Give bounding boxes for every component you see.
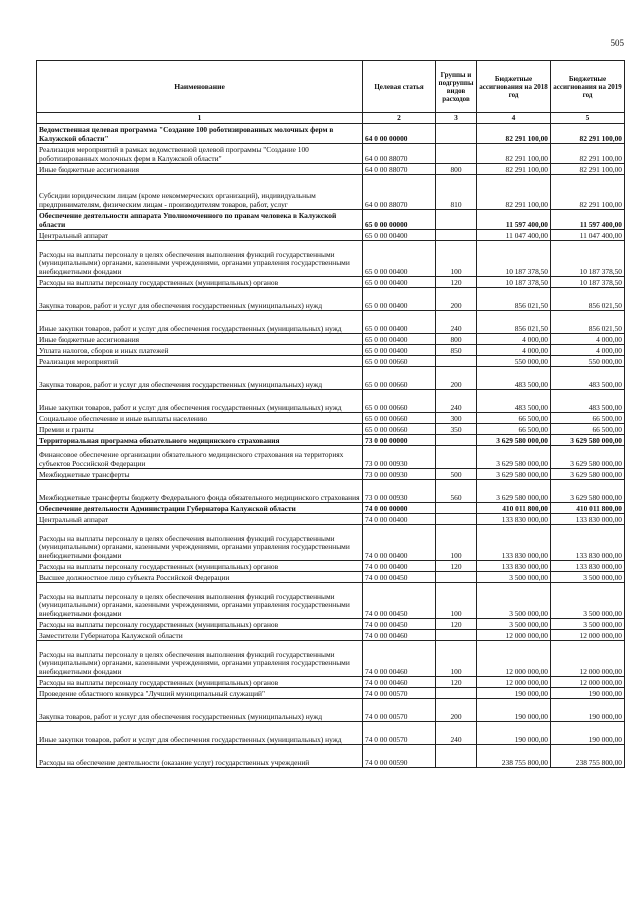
row-expense-group: 350 <box>436 424 477 435</box>
table-row <box>37 124 625 144</box>
row-target-code: 65 0 00 00400 <box>363 345 436 356</box>
column-number: 5 <box>551 113 625 124</box>
row-amount-2019: 133 830 000,00 <box>551 561 625 572</box>
table-row <box>37 424 625 435</box>
table-row <box>37 175 625 210</box>
row-amount-2019: 12 000 000,00 <box>551 630 625 641</box>
row-amount-2019: 190 000,00 <box>551 722 625 745</box>
table-row <box>37 288 625 311</box>
table-row <box>37 277 625 288</box>
row-name: Проведение областного конкурса "Лучший муниципальный служащий" <box>37 688 363 699</box>
header-groups: Группы и подгруппы видов расходов <box>436 61 477 113</box>
row-amount-2019: 856 021,50 <box>551 311 625 334</box>
table-row <box>37 469 625 480</box>
row-amount-2019: 483 500,00 <box>551 367 625 390</box>
table-row <box>37 367 625 390</box>
row-target-code: 73 0 00 00930 <box>363 469 436 480</box>
row-name: Закупка товаров, работ и услуг для обеспечения государственных (муниципальных) нужд <box>37 367 363 390</box>
row-target-code: 65 0 00 00660 <box>363 390 436 413</box>
row-expense-group: 240 <box>436 311 477 334</box>
row-amount-2019: 133 830 000,00 <box>551 525 625 561</box>
row-target-code: 65 0 00 00660 <box>363 413 436 424</box>
row-amount-2019: 3 629 580 000,00 <box>551 435 625 446</box>
row-amount-2018: 66 500,00 <box>477 424 551 435</box>
row-amount-2018: 82 291 100,00 <box>477 124 551 144</box>
row-target-code: 74 0 00 00460 <box>363 677 436 688</box>
row-target-code: 65 0 00 00660 <box>363 367 436 390</box>
row-target-code: 65 0 00 00660 <box>363 356 436 367</box>
row-target-code: 74 0 00 00460 <box>363 641 436 677</box>
table-row <box>37 356 625 367</box>
table-row <box>37 630 625 641</box>
row-expense-group <box>436 210 477 230</box>
header-target: Целевая статья <box>363 61 436 113</box>
table-row <box>37 503 625 514</box>
column-number: 3 <box>436 113 477 124</box>
row-expense-group: 500 <box>436 469 477 480</box>
table-header-row <box>37 61 625 113</box>
row-expense-group: 100 <box>436 525 477 561</box>
row-expense-group: 120 <box>436 619 477 630</box>
row-amount-2019: 82 291 100,00 <box>551 164 625 175</box>
row-amount-2018: 3 629 580 000,00 <box>477 435 551 446</box>
table-row <box>37 210 625 230</box>
row-expense-group: 200 <box>436 699 477 722</box>
row-expense-group: 800 <box>436 164 477 175</box>
table-row <box>37 583 625 619</box>
row-expense-group: 200 <box>436 288 477 311</box>
row-amount-2018: 11 597 400,00 <box>477 210 551 230</box>
row-amount-2019: 550 000,00 <box>551 356 625 367</box>
row-target-code: 74 0 00 00570 <box>363 722 436 745</box>
row-name: Реализация мероприятий в рамках ведомственной целевой программы "Создание 100 роботизированных молочных ферм в Калужской области" <box>37 144 363 164</box>
table-row <box>37 619 625 630</box>
row-target-code: 65 0 00 00000 <box>363 210 436 230</box>
row-target-code: 64 0 00 88070 <box>363 164 436 175</box>
table-row <box>37 446 625 469</box>
row-name: Иные закупки товаров, работ и услуг для обеспечения государственных (муниципальных) нужд <box>37 390 363 413</box>
budget-table <box>36 60 625 768</box>
row-name: Расходы на выплаты персоналу государственных (муниципальных) органов <box>37 561 363 572</box>
table-row <box>37 677 625 688</box>
row-expense-group <box>436 572 477 583</box>
table-row <box>37 390 625 413</box>
row-amount-2019: 3 629 580 000,00 <box>551 480 625 503</box>
row-name: Расходы на выплаты персоналу в целях обеспечения выполнения функций государственными (муниципальными) органами, казенными учреждениями, органами управления государственными внебюджетными фондами <box>37 525 363 561</box>
row-amount-2018: 133 830 000,00 <box>477 514 551 525</box>
row-target-code: 74 0 00 00570 <box>363 699 436 722</box>
table-row <box>37 230 625 241</box>
row-amount-2018: 483 500,00 <box>477 390 551 413</box>
row-amount-2019: 483 500,00 <box>551 390 625 413</box>
row-amount-2019: 12 000 000,00 <box>551 677 625 688</box>
row-amount-2019: 3 500 000,00 <box>551 572 625 583</box>
row-amount-2018: 12 000 000,00 <box>477 677 551 688</box>
row-expense-group: 120 <box>436 277 477 288</box>
row-name: Иные бюджетные ассигнования <box>37 334 363 345</box>
row-expense-group: 800 <box>436 334 477 345</box>
row-name: Иные бюджетные ассигнования <box>37 164 363 175</box>
row-name: Расходы на выплаты персоналу государственных (муниципальных) органов <box>37 277 363 288</box>
row-target-code: 65 0 00 00400 <box>363 230 436 241</box>
table-row <box>37 480 625 503</box>
row-amount-2018: 10 187 378,50 <box>477 241 551 277</box>
table-row <box>37 241 625 277</box>
row-expense-group: 810 <box>436 175 477 210</box>
header-name: Наименование <box>37 61 363 113</box>
row-expense-group: 240 <box>436 390 477 413</box>
header-budget-2018: Бюджетные ассигнования на 2018 год <box>477 61 551 113</box>
row-amount-2018: 10 187 378,50 <box>477 277 551 288</box>
row-target-code: 73 0 00 00930 <box>363 480 436 503</box>
row-expense-group <box>436 144 477 164</box>
table-row <box>37 688 625 699</box>
row-expense-group: 100 <box>436 583 477 619</box>
row-name: Центральный аппарат <box>37 514 363 525</box>
row-name: Финансовое обеспечение организации обязательного медицинского страхования на территориях субъектов Российской Федерации <box>37 446 363 469</box>
row-amount-2018: 410 011 800,00 <box>477 503 551 514</box>
row-target-code: 65 0 00 00660 <box>363 424 436 435</box>
row-expense-group <box>436 514 477 525</box>
row-target-code: 65 0 00 00400 <box>363 288 436 311</box>
row-amount-2018: 4 000,00 <box>477 334 551 345</box>
row-name: Уплата налогов, сборов и иных платежей <box>37 345 363 356</box>
row-target-code: 73 0 00 00000 <box>363 435 436 446</box>
row-amount-2018: 190 000,00 <box>477 699 551 722</box>
row-amount-2018: 11 047 400,00 <box>477 230 551 241</box>
row-target-code: 74 0 00 00460 <box>363 630 436 641</box>
row-amount-2019: 3 629 580 000,00 <box>551 446 625 469</box>
row-expense-group: 560 <box>436 480 477 503</box>
row-expense-group <box>436 446 477 469</box>
row-amount-2019: 82 291 100,00 <box>551 144 625 164</box>
row-amount-2018: 856 021,50 <box>477 288 551 311</box>
row-target-code: 65 0 00 00400 <box>363 311 436 334</box>
row-amount-2018: 133 830 000,00 <box>477 561 551 572</box>
table-row <box>37 311 625 334</box>
row-expense-group <box>436 630 477 641</box>
row-amount-2019: 856 021,50 <box>551 288 625 311</box>
row-amount-2019: 12 000 000,00 <box>551 641 625 677</box>
row-name: Высшее должностное лицо субъекта Российской Федерации <box>37 572 363 583</box>
row-expense-group <box>436 745 477 768</box>
row-amount-2018: 82 291 100,00 <box>477 144 551 164</box>
row-name: Премии и гранты <box>37 424 363 435</box>
row-name: Расходы на выплаты персоналу государственных (муниципальных) органов <box>37 619 363 630</box>
row-target-code: 73 0 00 00930 <box>363 446 436 469</box>
row-amount-2019: 3 500 000,00 <box>551 583 625 619</box>
row-amount-2018: 483 500,00 <box>477 367 551 390</box>
table-row <box>37 413 625 424</box>
row-expense-group: 200 <box>436 367 477 390</box>
column-number: 2 <box>363 113 436 124</box>
row-amount-2019: 66 500,00 <box>551 424 625 435</box>
table-row <box>37 525 625 561</box>
row-amount-2019: 10 187 378,50 <box>551 241 625 277</box>
row-name: Расходы на выплаты персоналу в целях обеспечения выполнения функций государственными (муниципальными) органами, казенными учреждениями, органами управления государственными внебюджетными фондами <box>37 641 363 677</box>
row-name: Расходы на выплаты персоналу в целях обеспечения выполнения функций государственными (муниципальными) органами, казенными учреждениями, органами управления государственными внебюджетными фондами <box>37 583 363 619</box>
row-name: Социальное обеспечение и иные выплаты населению <box>37 413 363 424</box>
row-amount-2019: 3 629 580 000,00 <box>551 469 625 480</box>
row-amount-2018: 190 000,00 <box>477 688 551 699</box>
row-target-code: 64 0 00 88070 <box>363 144 436 164</box>
row-name: Обеспечение деятельности аппарата Уполномоченного по правам человека в Калужской области <box>37 210 363 230</box>
table-row <box>37 641 625 677</box>
header-budget-2019: Бюджетные ассигнования на 2019 год <box>551 61 625 113</box>
row-expense-group <box>436 503 477 514</box>
row-amount-2018: 4 000,00 <box>477 345 551 356</box>
row-amount-2019: 410 011 800,00 <box>551 503 625 514</box>
table-row <box>37 334 625 345</box>
row-expense-group: 240 <box>436 722 477 745</box>
row-amount-2019: 190 000,00 <box>551 699 625 722</box>
row-expense-group: 100 <box>436 641 477 677</box>
row-amount-2019: 11 597 400,00 <box>551 210 625 230</box>
row-amount-2018: 12 000 000,00 <box>477 630 551 641</box>
row-amount-2018: 856 021,50 <box>477 311 551 334</box>
row-name: Территориальная программа обязательного медицинского страхования <box>37 435 363 446</box>
row-amount-2018: 3 500 000,00 <box>477 619 551 630</box>
row-amount-2018: 3 500 000,00 <box>477 583 551 619</box>
row-name: Расходы на обеспечение деятельности (оказание услуг) государственных учреждений <box>37 745 363 768</box>
row-name: Обеспечение деятельности Администрации Губернатора Калужской области <box>37 503 363 514</box>
row-expense-group <box>436 124 477 144</box>
row-target-code: 74 0 00 00590 <box>363 745 436 768</box>
row-expense-group <box>436 435 477 446</box>
column-number: 1 <box>37 113 363 124</box>
row-amount-2018: 3 629 580 000,00 <box>477 446 551 469</box>
row-amount-2018: 12 000 000,00 <box>477 641 551 677</box>
row-amount-2019: 10 187 378,50 <box>551 277 625 288</box>
row-amount-2018: 3 500 000,00 <box>477 572 551 583</box>
row-name: Заместители Губернатора Калужской области <box>37 630 363 641</box>
row-target-code: 64 0 00 88070 <box>363 175 436 210</box>
row-name: Реализация мероприятий <box>37 356 363 367</box>
row-amount-2018: 82 291 100,00 <box>477 175 551 210</box>
table-row <box>37 745 625 768</box>
table-row <box>37 345 625 356</box>
row-name: Центральный аппарат <box>37 230 363 241</box>
row-amount-2018: 190 000,00 <box>477 722 551 745</box>
row-expense-group <box>436 230 477 241</box>
row-expense-group <box>436 356 477 367</box>
row-amount-2019: 3 500 000,00 <box>551 619 625 630</box>
row-expense-group <box>436 688 477 699</box>
row-name: Закупка товаров, работ и услуг для обеспечения государственных (муниципальных) нужд <box>37 288 363 311</box>
table-row <box>37 699 625 722</box>
row-name: Межбюджетные трансферты бюджету Федерального фонда обязательного медицинского страхования <box>37 480 363 503</box>
row-amount-2018: 238 755 800,00 <box>477 745 551 768</box>
row-target-code: 74 0 00 00400 <box>363 525 436 561</box>
row-target-code: 65 0 00 00400 <box>363 277 436 288</box>
table-row <box>37 435 625 446</box>
row-amount-2019: 4 000,00 <box>551 345 625 356</box>
row-amount-2019: 133 830 000,00 <box>551 514 625 525</box>
row-target-code: 74 0 00 00450 <box>363 572 436 583</box>
row-target-code: 65 0 00 00400 <box>363 241 436 277</box>
row-expense-group: 850 <box>436 345 477 356</box>
row-amount-2018: 550 000,00 <box>477 356 551 367</box>
row-amount-2018: 3 629 580 000,00 <box>477 480 551 503</box>
row-name: Закупка товаров, работ и услуг для обеспечения государственных (муниципальных) нужд <box>37 699 363 722</box>
table-row <box>37 722 625 745</box>
row-name: Расходы на выплаты персоналу государственных (муниципальных) органов <box>37 677 363 688</box>
table-row <box>37 144 625 164</box>
row-amount-2019: 11 047 400,00 <box>551 230 625 241</box>
row-amount-2019: 82 291 100,00 <box>551 175 625 210</box>
table-row <box>37 561 625 572</box>
row-name: Иные закупки товаров, работ и услуг для обеспечения государственных (муниципальных) нужд <box>37 722 363 745</box>
row-amount-2018: 133 830 000,00 <box>477 525 551 561</box>
table-row <box>37 572 625 583</box>
row-amount-2019: 4 000,00 <box>551 334 625 345</box>
row-target-code: 74 0 00 00000 <box>363 503 436 514</box>
row-expense-group: 120 <box>436 677 477 688</box>
row-name: Субсидии юридическим лицам (кроме некоммерческих организаций), индивидуальным предпринимателям, физическим лицам - производителям товаров, работ, услуг <box>37 175 363 210</box>
table-row <box>37 164 625 175</box>
row-amount-2018: 3 629 580 000,00 <box>477 469 551 480</box>
row-target-code: 74 0 00 00450 <box>363 583 436 619</box>
row-target-code: 74 0 00 00400 <box>363 561 436 572</box>
row-expense-group: 300 <box>436 413 477 424</box>
row-target-code: 64 0 00 00000 <box>363 124 436 144</box>
row-target-code: 74 0 00 00400 <box>363 514 436 525</box>
row-name: Ведомственная целевая программа "Создание 100 роботизированных молочных ферм в Калужской области" <box>37 124 363 144</box>
row-name: Межбюджетные трансферты <box>37 469 363 480</box>
row-target-code: 74 0 00 00450 <box>363 619 436 630</box>
row-target-code: 74 0 00 00570 <box>363 688 436 699</box>
row-name: Расходы на выплаты персоналу в целях обеспечения выполнения функций государственными (муниципальными) органами, казенными учреждениями, органами управления государственными внебюджетными фондами <box>37 241 363 277</box>
page-number: 505 <box>610 38 624 48</box>
row-amount-2018: 82 291 100,00 <box>477 164 551 175</box>
row-name: Иные закупки товаров, работ и услуг для обеспечения государственных (муниципальных) нужд <box>37 311 363 334</box>
row-amount-2019: 190 000,00 <box>551 688 625 699</box>
row-amount-2018: 66 500,00 <box>477 413 551 424</box>
row-amount-2019: 66 500,00 <box>551 413 625 424</box>
row-amount-2019: 82 291 100,00 <box>551 124 625 144</box>
row-target-code: 65 0 00 00400 <box>363 334 436 345</box>
column-number: 4 <box>477 113 551 124</box>
row-amount-2019: 238 755 800,00 <box>551 745 625 768</box>
table-row <box>37 514 625 525</box>
column-number-row <box>37 113 625 124</box>
row-expense-group: 100 <box>436 241 477 277</box>
row-expense-group: 120 <box>436 561 477 572</box>
